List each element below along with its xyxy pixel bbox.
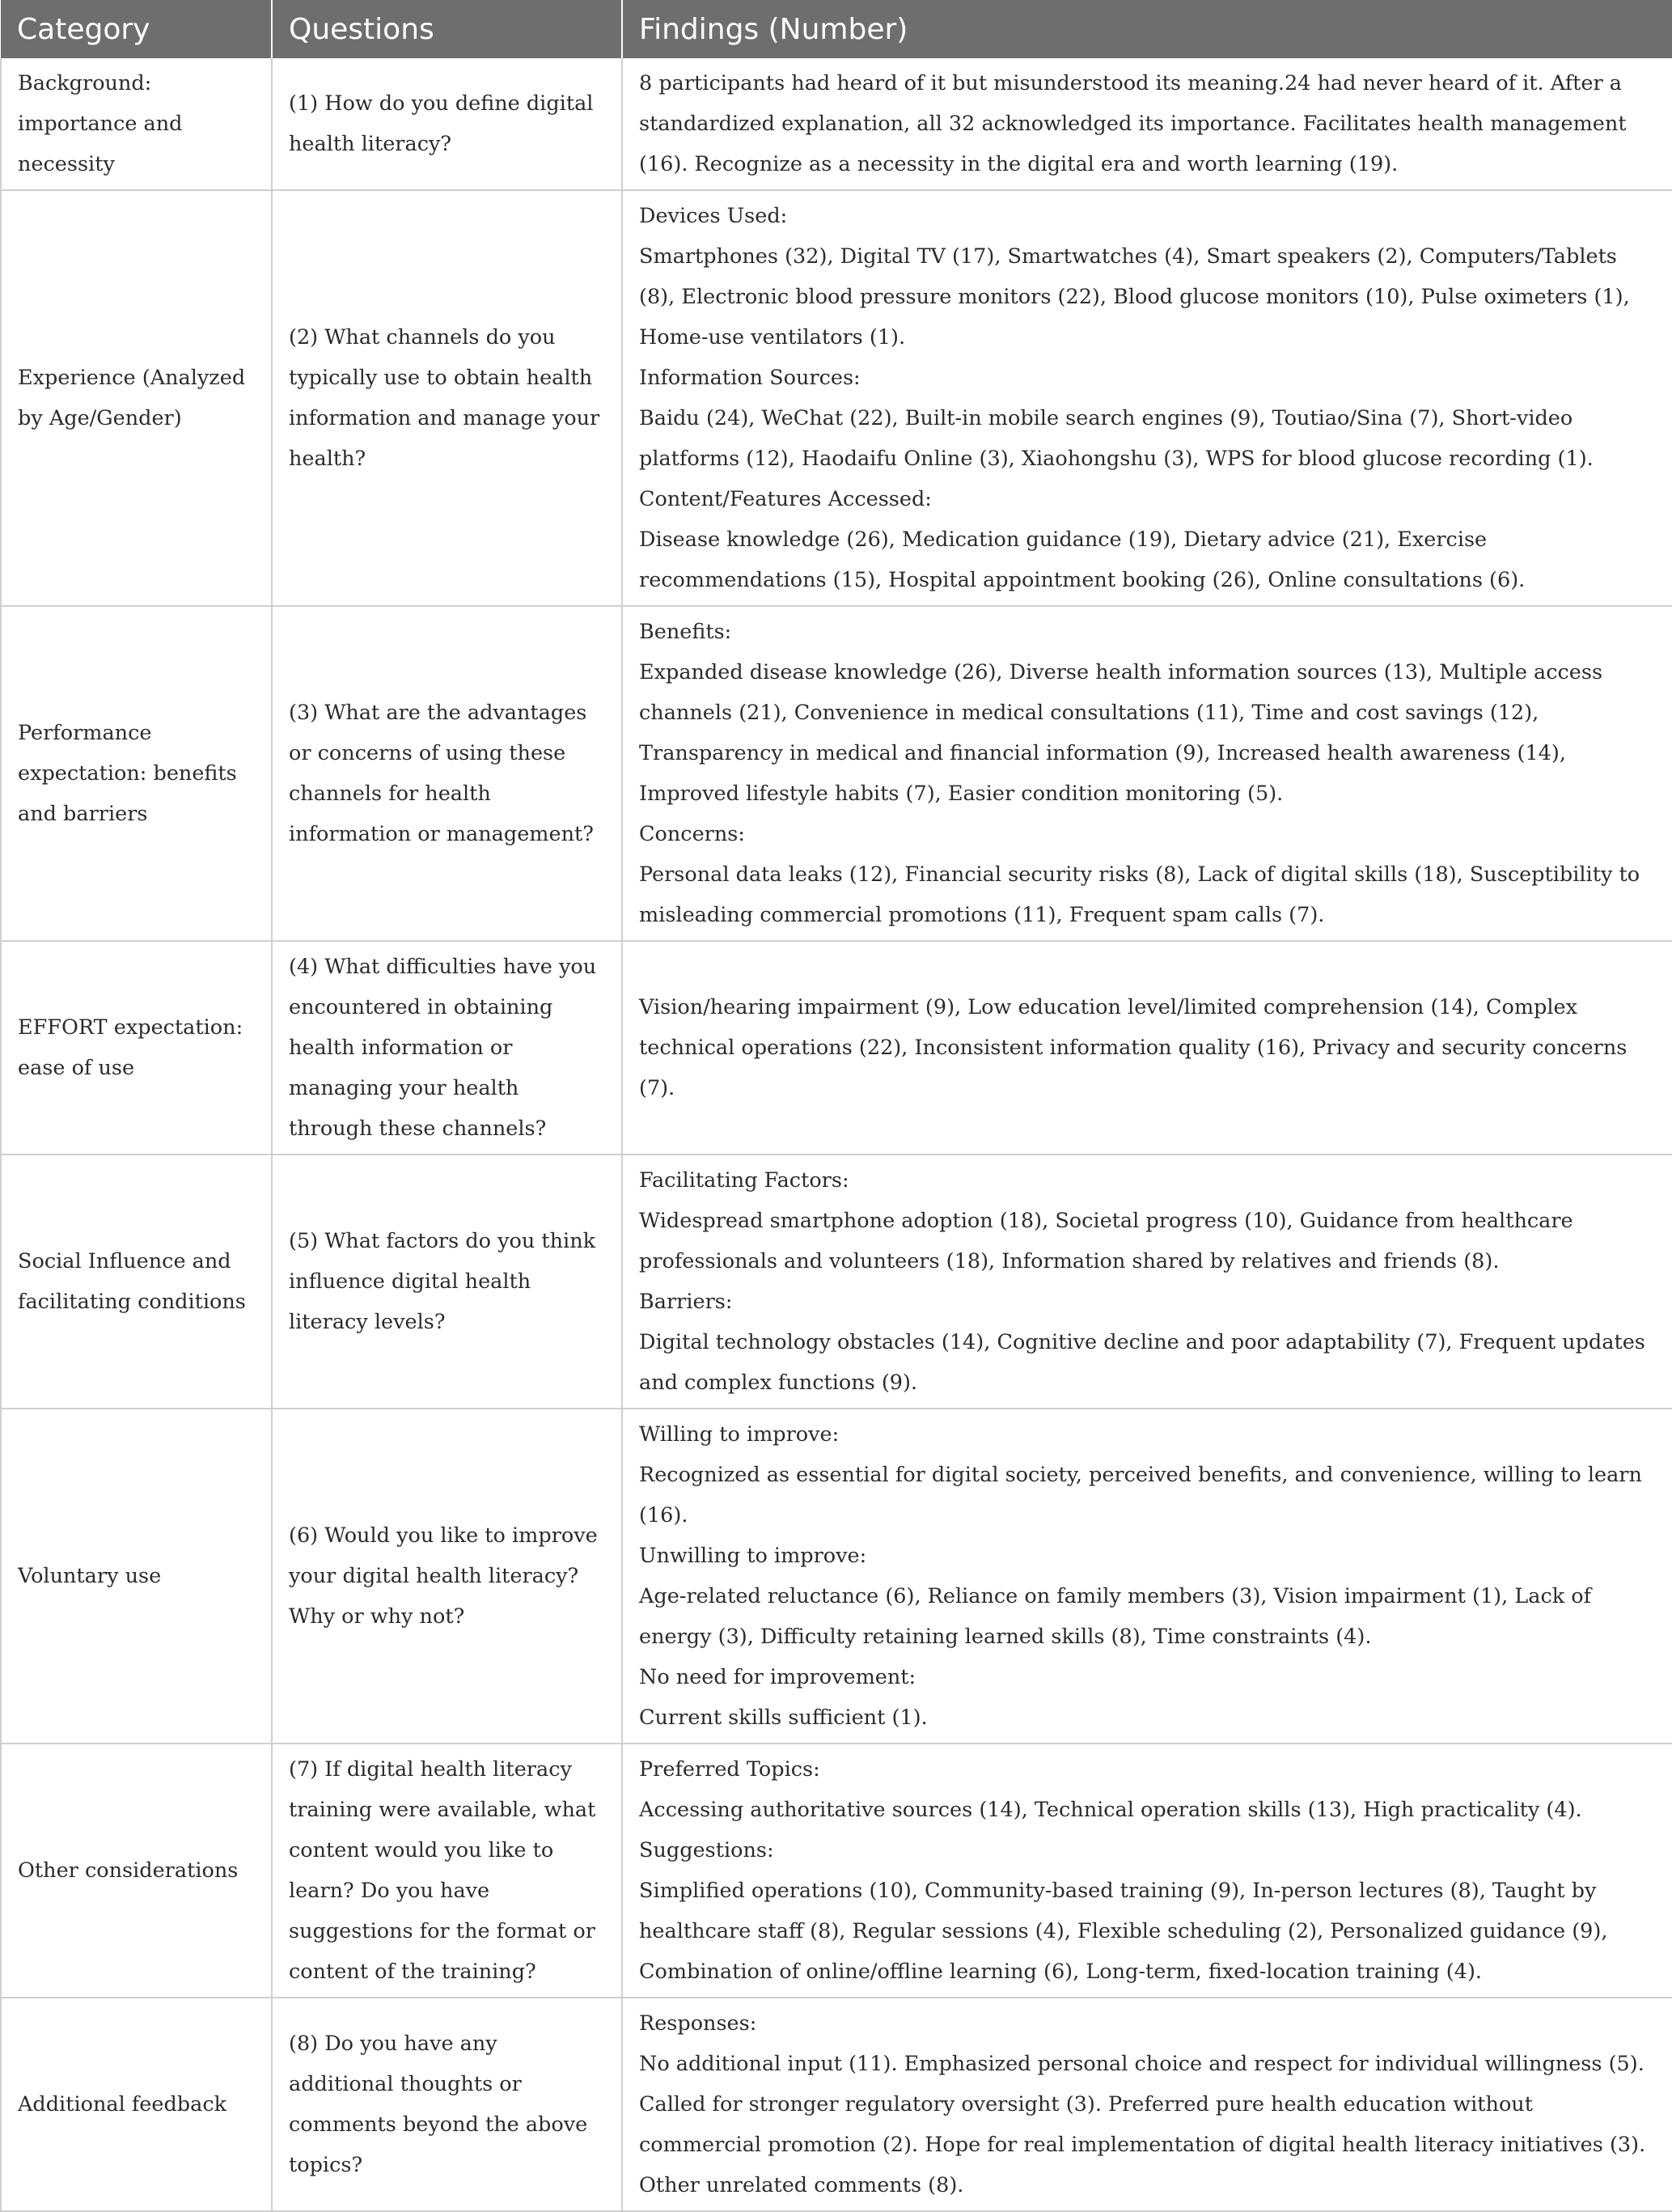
finding-subheading: Benefits: [639,620,732,644]
table-row [1,190,1672,606]
finding-subheading: Preferred Topics: [639,1757,820,1782]
finding-line: Smartphones (32), Digital TV (17), Smartwatches (4), Smart speakers (2), Computers/Tablets (8), Electronic blood pressure monitors (22), Blood glucose monitors (10), Pulse oximeters (1), Home-use ventilators (1). [639,244,1630,350]
header-category: Category [1,0,272,58]
table-row [1,58,1672,190]
category-cell: Experience (Analyzed by Age/Gender) [1,190,272,606]
finding-line: Current skills sufficient (1). [639,1706,928,1730]
table-row [1,1409,1672,1744]
question-cell: (1) How do you define digital health literacy? [272,58,622,190]
finding-subheading: Barriers: [639,1290,733,1314]
table-row [1,941,1672,1155]
finding-line: Personal data leaks (12), Financial security risks (8), Lack of digital skills (18), Susceptibility to misleading commercial promotions (11), Frequent spam calls (7). [639,862,1640,927]
findings-cell [622,1409,1672,1744]
category-cell: Social Influence and facilitating conditions [1,1155,272,1409]
finding-subheading: Devices Used: [639,204,788,228]
finding-line: Simplified operations (10), Community-based training (9), In-person lectures (8), Taught by healthcare staff (8), Regular sessions (4), Flexible scheduling (2), Personalized guidance (9), Combination of online/offline learning (6), Long-term, fixed-location training (4). [639,1879,1608,1984]
table-row [1,606,1672,941]
finding-subheading: Concerns: [639,822,745,846]
header-questions: Questions [272,0,622,58]
finding-subheading: No need for improvement: [639,1665,916,1689]
table-row [1,1744,1672,1998]
question-cell: (4) What difficulties have you encountered in obtaining health information or managing your health through these channels? [272,941,622,1155]
finding-subheading: Responses: [639,2011,757,2036]
finding-line: 8 participants had heard of it but misunderstood its meaning.24 had never heard of it. After a standardized explanation, all 32 acknowledged its importance. Facilitates health management (16). Recognize as a necessity in the digital era and worth learning (19). [639,71,1627,176]
findings-cell [622,190,1672,606]
finding-line: Digital technology obstacles (14), Cognitive decline and poor adaptability (7), Frequent updates and complex functions (9). [639,1330,1645,1395]
question-cell: (8) Do you have any additional thoughts or comments beyond the above topics? [272,1998,622,2211]
finding-subheading: Suggestions: [639,1838,774,1862]
question-cell: (3) What are the advantages or concerns of using these channels for health information or management? [272,606,622,941]
category-cell: Voluntary use [1,1409,272,1744]
question-cell: (6) Would you like to improve your digital health literacy? Why or why not? [272,1409,622,1744]
finding-subheading: Information Sources: [639,366,861,390]
question-cell: (5) What factors do you think influence digital health literacy levels? [272,1155,622,1409]
findings-cell [622,1155,1672,1409]
finding-line: No additional input (11). Emphasized personal choice and respect for individual willingness (5). Called for stronger regulatory oversight (3). Preferred pure health education without commercial promotion (2). Hope for real implementation of digital health literacy initiatives (3). Other unrelated comments (8). [639,2052,1646,2197]
category-cell: Performance expectation: benefits and barriers [1,606,272,941]
header-findings: Findings (Number) [622,0,1672,58]
finding-line: Recognized as essential for digital society, perceived benefits, and convenience, willing to learn (16). [639,1463,1642,1528]
finding-line: Age-related reluctance (6), Reliance on family members (3), Vision impairment (1), Lack of energy (3), Difficulty retaining learned skills (8), Time constraints (4). [639,1584,1592,1649]
finding-subheading: Willing to improve: [639,1422,840,1447]
findings-cell [622,941,1672,1155]
findings-cell [622,1744,1672,1998]
table-header-row [1,0,1672,58]
findings-cell [622,1998,1672,2211]
finding-line: Widespread smartphone adoption (18), Societal progress (10), Guidance from healthcare professionals and volunteers (18), Information shared by relatives and friends (8). [639,1209,1573,1273]
table-row [1,1155,1672,1409]
findings-cell [622,58,1672,190]
finding-line: Baidu (24), WeChat (22), Built-in mobile search engines (9), Toutiao/Sina (7), Short-video platforms (12), Haodaifu Online (3), Xiaohongshu (3), WPS for blood glucose recording (1). [639,406,1594,471]
finding-line: Disease knowledge (26), Medication guidance (19), Dietary advice (21), Exercise recommendations (15), Hospital appointment booking (26), Online consultations (6). [639,528,1526,592]
question-cell: (2) What channels do you typically use to obtain health information and manage your health? [272,190,622,606]
finding-line: Expanded disease knowledge (26), Diverse health information sources (13), Multiple access channels (21), Convenience in medical consultations (11), Time and cost savings (12), Transparency in medical and financial information (9), Increased health awareness (14), Improved lifestyle habits (7), Easier condition monitoring (5). [639,660,1603,806]
finding-subheading: Content/Features Accessed: [639,487,932,511]
findings-cell [622,606,1672,941]
finding-line: Vision/hearing impairment (9), Low education level/limited comprehension (14), Complex technical operations (22), Inconsistent information quality (16), Privacy and security concerns (7). [639,995,1628,1100]
finding-line: Accessing authoritative sources (14), Technical operation skills (13), High practicality (4). [639,1798,1582,1822]
finding-subheading: Facilitating Factors: [639,1168,849,1193]
question-cell: (7) If digital health literacy training were available, what content would you like to learn? Do you have suggestions for the format or content of the training? [272,1744,622,1998]
category-cell: Background: importance and necessity [1,58,272,190]
category-cell: Additional feedback [1,1998,272,2211]
category-cell: Other considerations [1,1744,272,1998]
category-cell: EFFORT expectation: ease of use [1,941,272,1155]
finding-subheading: Unwilling to improve: [639,1544,867,1568]
table-row [1,1998,1672,2211]
